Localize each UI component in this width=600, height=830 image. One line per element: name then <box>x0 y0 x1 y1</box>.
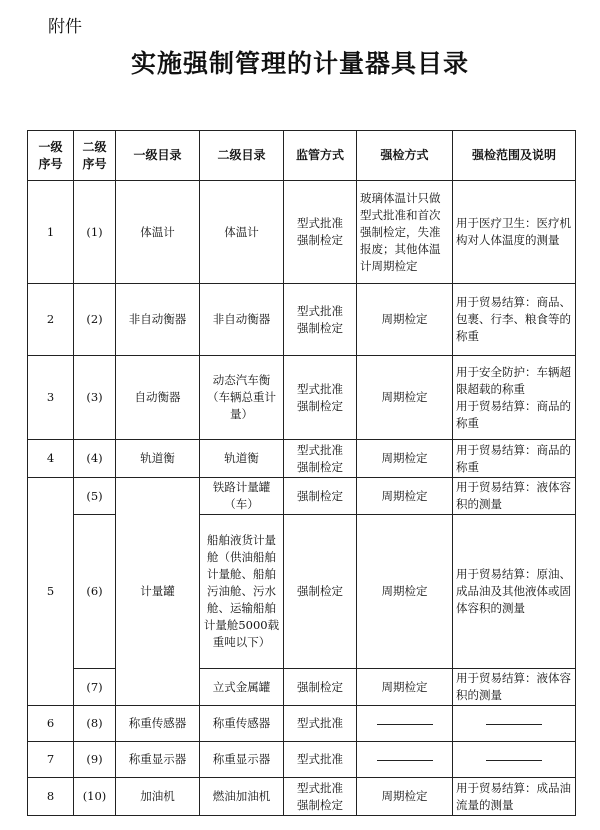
cell-method <box>357 742 453 778</box>
cell-method: 玻璃体温计只做型式批准和首次强制检定，失准报废；其他体温计周期检定 <box>357 181 453 284</box>
catalog-table <box>27 130 576 816</box>
cell-no2: (5) <box>74 478 116 515</box>
cell-no1: 8 <box>28 778 74 816</box>
cell-scope: 用于贸易结算：液体容积的测量 <box>453 669 576 706</box>
cell-method: 周期检定 <box>357 356 453 440</box>
cell-scope: 用于贸易结算：商品、包裹、行李、粮食等的称重 <box>453 284 576 356</box>
column-header: 监管方式 <box>284 131 357 181</box>
table-row <box>28 478 576 515</box>
cell-supervision: 型式批准 强制检定 <box>284 440 357 478</box>
cell-no2: (1) <box>74 181 116 284</box>
cell-cat1: 轨道衡 <box>116 440 200 478</box>
column-header: 强检范围及说明 <box>453 131 576 181</box>
cell-cat2: 轨道衡 <box>200 440 284 478</box>
cell-no1: 5 <box>28 478 74 706</box>
table-row <box>28 440 576 478</box>
table-row <box>28 778 576 816</box>
cell-cat2: 称重传感器 <box>200 706 284 742</box>
cell-no2: (9) <box>74 742 116 778</box>
cell-scope: 用于贸易结算：成品油流量的测量 <box>453 778 576 816</box>
column-header: 一级目录 <box>116 131 200 181</box>
table-row <box>28 515 576 669</box>
cell-cat2: 铁路计量罐（车） <box>200 478 284 515</box>
cell-no1: 7 <box>28 742 74 778</box>
column-header: 二级 序号 <box>74 131 116 181</box>
cell-cat2: 燃油加油机 <box>200 778 284 816</box>
cell-no1: 6 <box>28 706 74 742</box>
cell-scope: 用于贸易结算：商品的称重 <box>453 440 576 478</box>
cell-cat1: 称重显示器 <box>116 742 200 778</box>
table-row <box>28 706 576 742</box>
cell-no2: (2) <box>74 284 116 356</box>
cell-scope: 用于安全防护：车辆超限超载的称重 用于贸易结算：商品的称重 <box>453 356 576 440</box>
column-header: 强检方式 <box>357 131 453 181</box>
column-header: 二级目录 <box>200 131 284 181</box>
page-title: 实施强制管理的计量器具目录 <box>130 49 469 78</box>
column-header: 一级 序号 <box>28 131 74 181</box>
cell-cat1: 称重传感器 <box>116 706 200 742</box>
cell-cat1: 加油机 <box>116 778 200 816</box>
cell-no2: (3) <box>74 356 116 440</box>
cell-cat1: 非自动衡器 <box>116 284 200 356</box>
cell-no2: (6) <box>74 515 116 669</box>
attachment-label: 附件 <box>48 17 82 37</box>
cell-supervision: 型式批准 强制检定 <box>284 181 357 284</box>
cell-method: 周期检定 <box>357 515 453 669</box>
dash-mark <box>377 760 433 761</box>
cell-method: 周期检定 <box>357 669 453 706</box>
cell-supervision: 强制检定 <box>284 515 357 669</box>
cell-cat1: 自动衡器 <box>116 356 200 440</box>
cell-cat2: 体温计 <box>200 181 284 284</box>
cell-no2: (8) <box>74 706 116 742</box>
cell-method: 周期检定 <box>357 284 453 356</box>
cell-no2: (7) <box>74 669 116 706</box>
cell-supervision: 强制检定 <box>284 669 357 706</box>
cell-method: 周期检定 <box>357 778 453 816</box>
cell-supervision: 型式批准 强制检定 <box>284 284 357 356</box>
cell-supervision: 强制检定 <box>284 478 357 515</box>
cell-cat2: 非自动衡器 <box>200 284 284 356</box>
cell-method <box>357 706 453 742</box>
cell-cat1: 体温计 <box>116 181 200 284</box>
cell-cat2: 立式金属罐 <box>200 669 284 706</box>
cell-cat2: 称重显示器 <box>200 742 284 778</box>
cell-scope: 用于贸易结算：原油、成品油及其他液体或固体容积的测量 <box>453 515 576 669</box>
cell-cat2: 动态汽车衡（车辆总重计量） <box>200 356 284 440</box>
cell-method: 周期检定 <box>357 478 453 515</box>
cell-method: 周期检定 <box>357 440 453 478</box>
cell-no2: (4) <box>74 440 116 478</box>
table-row <box>28 284 576 356</box>
cell-no1: 1 <box>28 181 74 284</box>
header-row <box>28 131 576 181</box>
cell-scope <box>453 742 576 778</box>
table-row <box>28 181 576 284</box>
cell-scope <box>453 706 576 742</box>
cell-no2: (10) <box>74 778 116 816</box>
cell-scope: 用于贸易结算：液体容积的测量 <box>453 478 576 515</box>
cell-supervision: 型式批准 <box>284 742 357 778</box>
cell-supervision: 型式批准 强制检定 <box>284 356 357 440</box>
dash-mark <box>486 724 542 725</box>
cell-no1: 3 <box>28 356 74 440</box>
cell-no1: 4 <box>28 440 74 478</box>
table-row <box>28 669 576 706</box>
cell-supervision: 型式批准 <box>284 706 357 742</box>
cell-cat1: 计量罐 <box>116 478 200 706</box>
dash-mark <box>486 760 542 761</box>
cell-no1: 2 <box>28 284 74 356</box>
table-row <box>28 356 576 440</box>
dash-mark <box>377 724 433 725</box>
cell-supervision: 型式批准 强制检定 <box>284 778 357 816</box>
table-row <box>28 742 576 778</box>
cell-cat2: 船舶液货计量舱（供油船舶计量舱、船舶污油舱、污水舱、运输船舶计量舱5000载重吨以下） <box>200 515 284 669</box>
cell-scope: 用于医疗卫生：医疗机构对人体温度的测量 <box>453 181 576 284</box>
